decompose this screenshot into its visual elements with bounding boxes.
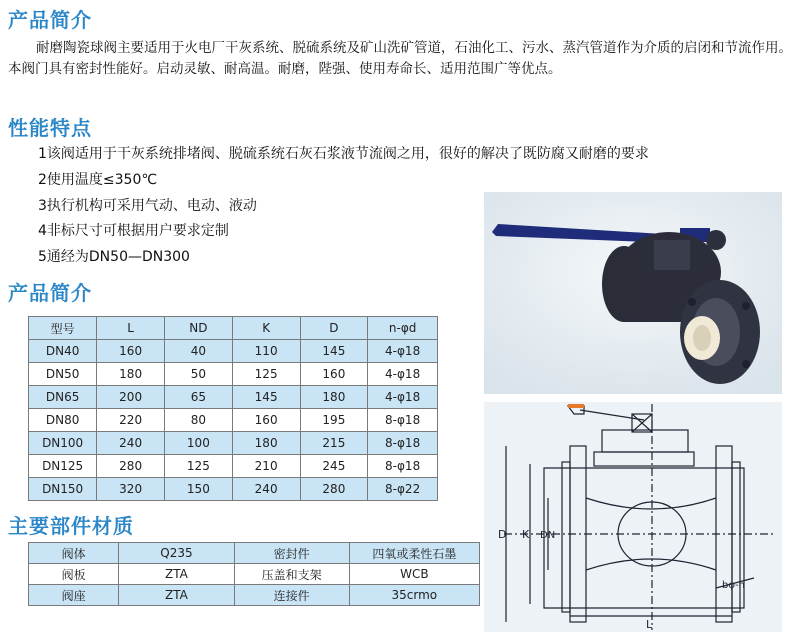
spec-header-row [29,317,438,340]
table-cell: 180 [232,432,300,455]
table-cell: 150 [165,478,233,501]
table-cell: 80 [165,409,233,432]
table-cell: 8-φ22 [368,478,438,501]
table-row [29,564,480,585]
dim-label-dn: DN [540,530,556,541]
table-cell: 200 [97,386,165,409]
table-cell: 280 [300,478,368,501]
table-cell: ZTA [119,564,234,585]
table-cell: 215 [300,432,368,455]
table-cell: DN40 [29,340,97,363]
table-cell: 35crmo [349,585,479,606]
table-cell: DN80 [29,409,97,432]
header-cell: n-φd [368,317,438,340]
spec-table [28,316,438,501]
table-cell: 65 [165,386,233,409]
section-title-specs: 产品简介 [8,281,92,305]
dim-label-d: D [498,528,507,541]
table-cell: 4-φ18 [368,386,438,409]
valve-product-photo [484,192,782,394]
table-cell: DN65 [29,386,97,409]
section-title-materials: 主要部件材质 [8,514,134,538]
table-cell: 8-φ18 [368,432,438,455]
header-cell: L [97,317,165,340]
header-cell: 型号 [29,317,97,340]
table-cell: 145 [300,340,368,363]
feature-item-2: 2使用温度≤350℃ [38,172,158,188]
header-cell: D [300,317,368,340]
table-cell: 阀体 [29,543,119,564]
table-row [29,543,480,564]
feature-item-3: 3执行机构可采用气动、电动、液动 [38,198,257,214]
table-row [29,409,438,432]
table-cell: 210 [232,455,300,478]
table-cell: 320 [97,478,165,501]
header-cell: K [232,317,300,340]
table-cell: 4-φ18 [368,340,438,363]
table-cell: 阀座 [29,585,119,606]
table-row [29,478,438,501]
table-cell: 四氧或柔性石墨 [349,543,479,564]
table-cell: 160 [300,363,368,386]
table-cell: 连接件 [234,585,349,606]
table-row [29,432,438,455]
header-cell: ND [165,317,233,340]
table-cell: 180 [300,386,368,409]
valve-technical-drawing [484,402,782,632]
feature-item-5: 5通经为DN50—DN300 [38,249,190,265]
table-cell: 8-φ18 [368,409,438,432]
table-cell: 密封件 [234,543,349,564]
table-cell: 50 [165,363,233,386]
table-cell: DN125 [29,455,97,478]
table-cell: 125 [232,363,300,386]
table-cell: 280 [97,455,165,478]
table-cell: DN50 [29,363,97,386]
table-cell: 240 [232,478,300,501]
table-cell: WCB [349,564,479,585]
table-cell: 145 [232,386,300,409]
table-cell: 160 [232,409,300,432]
table-cell: 4-φ18 [368,363,438,386]
table-row [29,386,438,409]
intro-paragraph: 耐磨陶瓷球阀主要适用于火电厂干灰系统、脱硫系统及矿山洗矿管道，石油化工、污水、蒸汽管道作为介质的启闭和节流作用。本阀门具有密封性能好。启动灵敏、耐高温。耐磨，陛强、使用寿命长、适用范围广等优点。 [8,40,792,77]
table-cell: Q235 [119,543,234,564]
table-cell: 240 [97,432,165,455]
table-row [29,455,438,478]
table-cell: 100 [165,432,233,455]
table-cell: 195 [300,409,368,432]
table-cell: 阀板 [29,564,119,585]
section-title-intro: 产品简介 [8,8,92,32]
table-cell: DN150 [29,478,97,501]
table-cell: ZTA [119,585,234,606]
table-cell: DN100 [29,432,97,455]
dim-label-l: L [646,618,653,631]
feature-item-4: 4非标尺寸可根据用户要求定制 [38,223,229,239]
table-cell: 180 [97,363,165,386]
table-cell: 40 [165,340,233,363]
table-cell: 压盖和支架 [234,564,349,585]
section-title-features: 性能特点 [8,116,92,140]
table-cell: 220 [97,409,165,432]
feature-item-1: 1该阀适用于干灰系统排堵阀、脱硫系统石灰石浆液节流阀之用，很好的解决了既防腐又耐磨的要求 [38,146,649,162]
materials-table [28,542,480,606]
table-row [29,363,438,386]
table-cell: 160 [97,340,165,363]
table-cell: 8-φ18 [368,455,438,478]
dim-label-k: K [522,528,530,541]
dim-label-holes: bφ-n [722,580,745,591]
table-cell: 245 [300,455,368,478]
table-row [29,585,480,606]
table-row [29,340,438,363]
table-cell: 125 [165,455,233,478]
table-cell: 110 [232,340,300,363]
